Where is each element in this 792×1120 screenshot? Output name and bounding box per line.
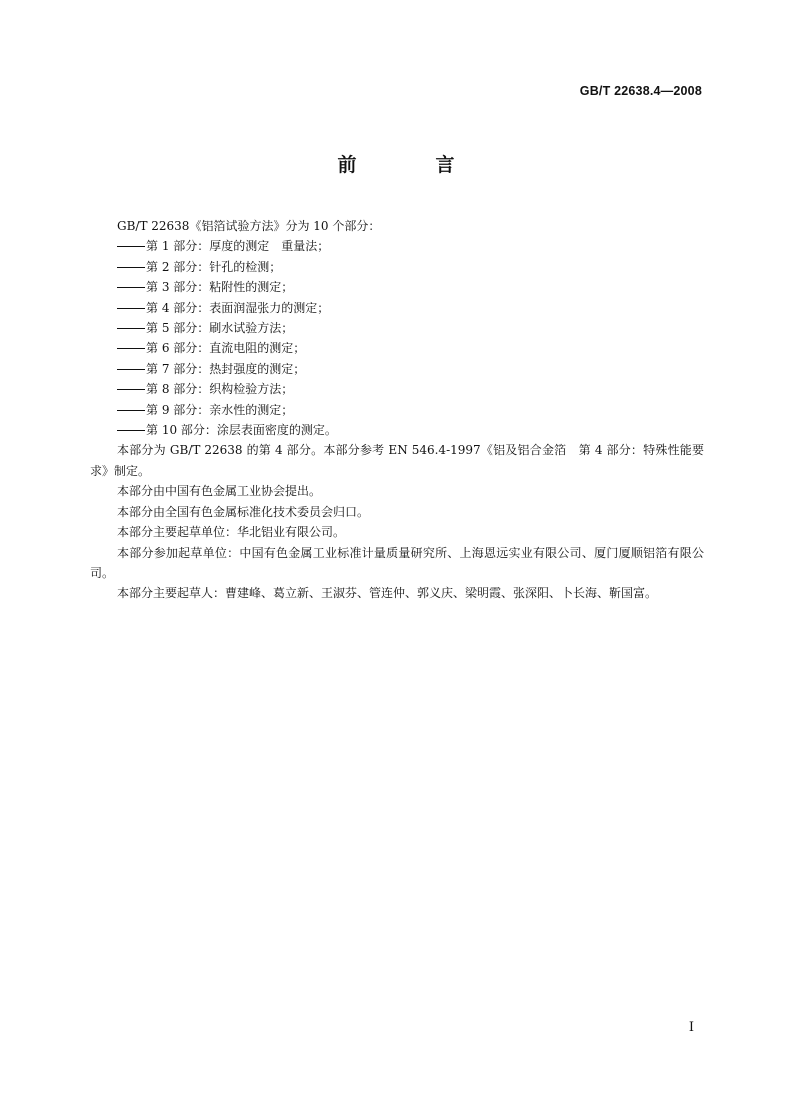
em-dash <box>117 410 145 411</box>
list-item <box>90 236 704 256</box>
participating-units-paragraph: 本部分参加起草单位：中国有色金属工业标准计量质量研究所、上海恩远实业有限公司、厦门厦顺铝箔有限公司。 <box>90 545 704 580</box>
list-item-text: 第 10 部分：涂层表面密度的测定。 <box>146 423 337 438</box>
page-title: 前 言 <box>337 154 485 176</box>
em-dash <box>117 430 145 431</box>
foreword-body <box>90 216 704 604</box>
list-item-text: 第 3 部分：粘附性的测定； <box>146 280 294 295</box>
list-item <box>90 420 704 440</box>
intro-paragraph: GB/T 22638《铝箔试验方法》分为 10 个部分： <box>117 219 381 233</box>
list-item <box>90 298 704 318</box>
em-dash <box>117 348 145 349</box>
em-dash <box>117 267 145 268</box>
em-dash <box>117 287 145 288</box>
list-item-text: 第 2 部分：针孔的检测； <box>146 259 282 274</box>
list-item <box>90 318 704 338</box>
list-item-text: 第 7 部分：热封强度的测定； <box>146 361 306 376</box>
list-item <box>90 338 704 358</box>
list-item-text: 第 1 部分：厚度的测定 重量法； <box>146 239 330 254</box>
committee-paragraph: 本部分由全国有色金属标准化技术委员会归口。 <box>117 504 370 519</box>
main-drafter-unit-paragraph: 本部分主要起草单位：华北铝业有限公司。 <box>117 525 346 540</box>
em-dash <box>117 308 145 309</box>
list-item <box>90 379 704 399</box>
reference-paragraph: 本部分为 GB/T 22638 的第 4 部分。本部分参考 EN 546.4-1997《铝及铝合金箔 第 4 部分：特殊性能要求》制定。 <box>90 443 704 478</box>
list-item-text: 第 6 部分：直流电阻的测定； <box>146 341 306 356</box>
list-item <box>90 257 704 277</box>
list-item <box>90 359 704 379</box>
list-item-text: 第 9 部分：亲水性的测定； <box>146 402 294 417</box>
em-dash <box>117 389 145 390</box>
drafters-paragraph: 本部分主要起草人：曹建峰、葛立新、王淑芬、管连仲、郭义庆、梁明霞、张深阳、卜长海、靳国富。 <box>117 586 658 601</box>
page-number: I <box>688 1020 694 1035</box>
proposer-paragraph: 本部分由中国有色金属工业协会提出。 <box>117 484 322 499</box>
em-dash <box>117 246 145 247</box>
em-dash <box>117 328 145 329</box>
standard-number: GB/T 22638.4—2008 <box>579 84 702 98</box>
list-item-text: 第 4 部分：表面润湿张力的测定； <box>146 300 330 315</box>
list-item <box>90 400 704 420</box>
list-item <box>90 277 704 297</box>
list-item-text: 第 5 部分：刷水试验方法； <box>146 321 294 336</box>
em-dash <box>117 369 145 370</box>
list-item-text: 第 8 部分：织构检验方法； <box>146 382 294 397</box>
